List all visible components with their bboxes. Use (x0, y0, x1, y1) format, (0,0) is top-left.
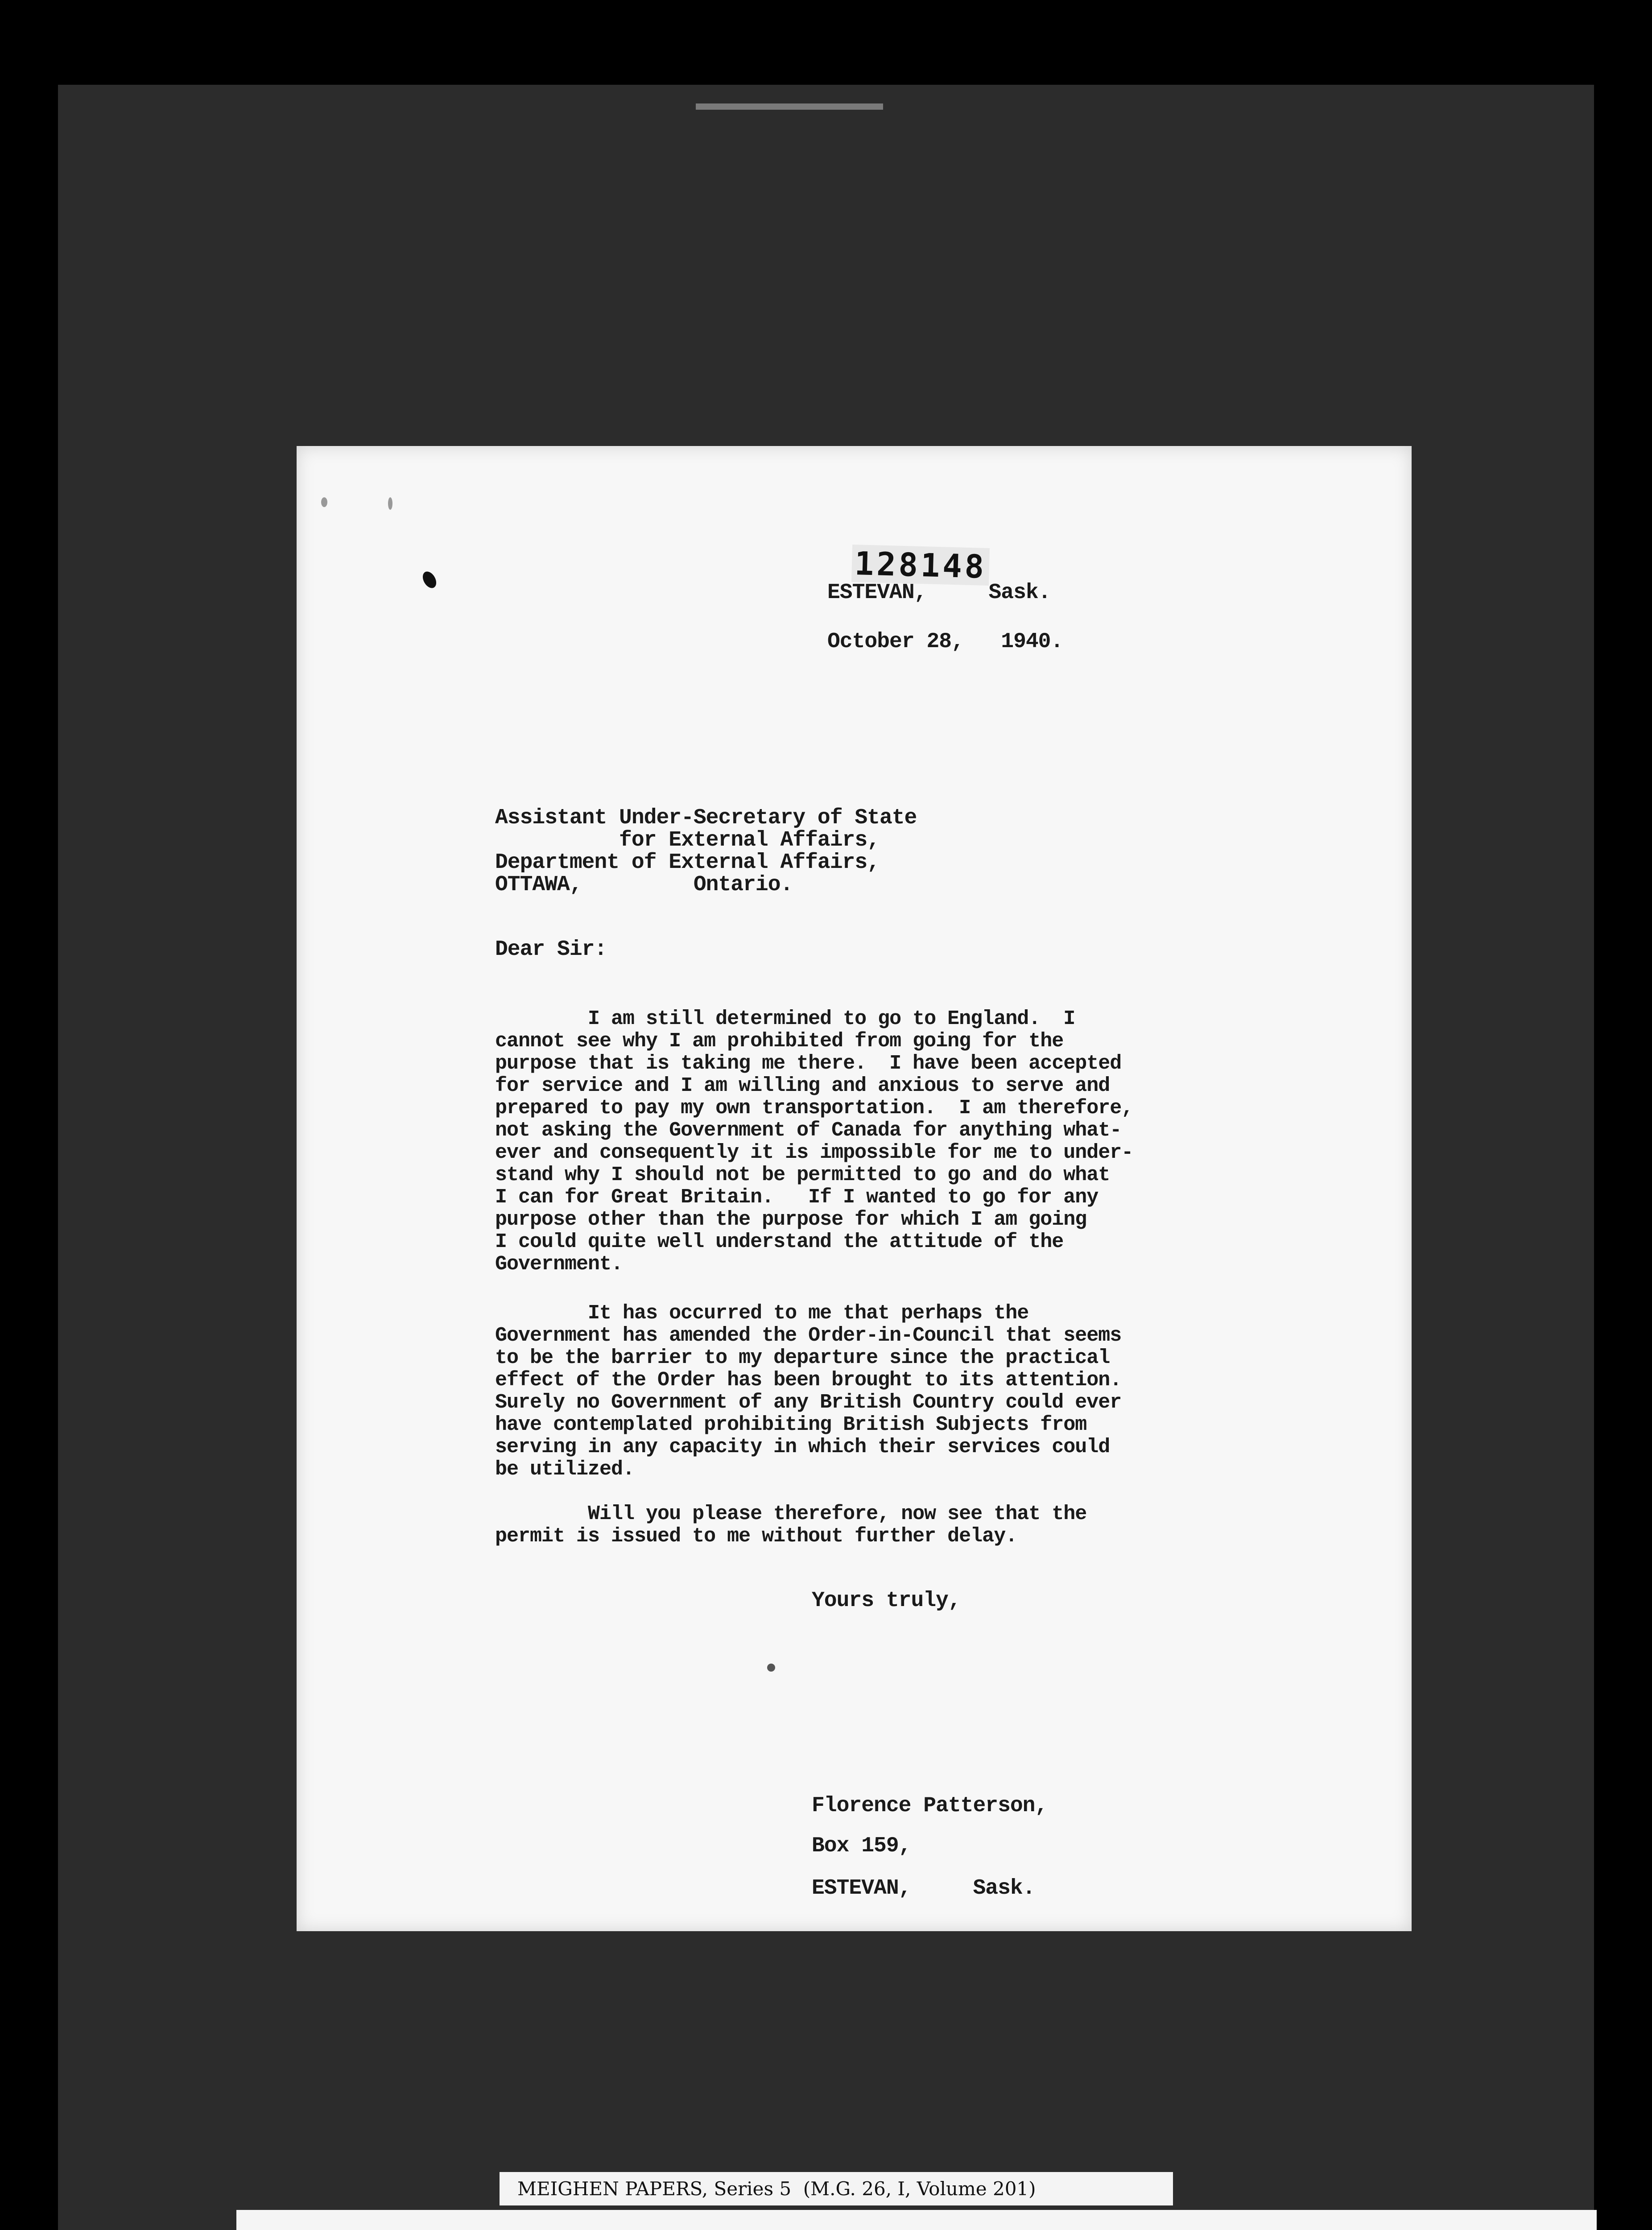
body-line: purpose other than the purpose for which I am going (495, 1208, 1087, 1231)
document-number: 128148 (851, 545, 990, 586)
recipient-line: Assistant Under-Secretary of State (495, 806, 917, 830)
film-edge-mark (696, 103, 883, 110)
body-line: for service and I am willing and anxious to serve and (495, 1074, 1110, 1097)
archive-reference-label: MEIGHEN PAPERS, Series 5 (M.G. 26, I, Volume 201) (500, 2172, 1173, 2205)
letter-place: ESTEVAN, Sask. (827, 581, 1051, 605)
body-line: to be the barrier to my departure since the practical (495, 1346, 1110, 1369)
body-line: have contemplated prohibiting British Subjects from (495, 1413, 1087, 1436)
body-line: It has occurred to me that perhaps the (495, 1302, 1029, 1325)
body-line: be utilized. (495, 1458, 635, 1481)
body-line: cannot see why I am prohibited from going for the (495, 1030, 1064, 1053)
body-line: effect of the Order has been brought to its attention. (495, 1369, 1122, 1392)
body-line: purpose that is taking me there. I have been accepted (495, 1052, 1122, 1075)
sender-town: ESTEVAN, Sask. (812, 1876, 1035, 1900)
body-line: prepared to pay my own transportation. I am therefore, (495, 1097, 1133, 1119)
body-line: Government has amended the Order-in-Council that seems (495, 1324, 1122, 1347)
body-line: Government. (495, 1253, 623, 1276)
body-line: I can for Great Britain. If I wanted to go for any (495, 1186, 1099, 1209)
body-line: ever and consequently it is impossible for me to under- (495, 1141, 1133, 1164)
paper-mark (321, 497, 327, 507)
letter-date: October 28, 1940. (827, 630, 1063, 654)
body-line: I could quite well understand the attitude of the (495, 1231, 1064, 1253)
ink-speck (767, 1664, 775, 1672)
ink-speck (420, 569, 439, 591)
paper-mark (388, 497, 392, 510)
recipient-line: OTTAWA, Ontario. (495, 873, 793, 897)
recipient-line: for External Affairs, (495, 828, 880, 852)
body-line: stand why I should not be permitted to go and do what (495, 1164, 1110, 1186)
body-line: Surely no Government of any British Country could ever (495, 1391, 1122, 1414)
recipient-line: Department of External Affairs, (495, 851, 880, 875)
body-line: permit is issued to me without further delay. (495, 1525, 1017, 1548)
salutation: Dear Sir: (495, 937, 607, 962)
archives-stamp-card (236, 2210, 1597, 2230)
sender-name: Florence Patterson, (812, 1794, 1048, 1818)
body-line: I am still determined to go to England. I (495, 1008, 1075, 1030)
body-line: Will you please therefore, now see that the (495, 1503, 1087, 1525)
body-line: serving in any capacity in which their services could (495, 1436, 1110, 1458)
body-line: not asking the Government of Canada for anything what- (495, 1119, 1122, 1142)
sender-box: Box 159, (812, 1834, 911, 1858)
closing: Yours truly, (812, 1589, 961, 1613)
